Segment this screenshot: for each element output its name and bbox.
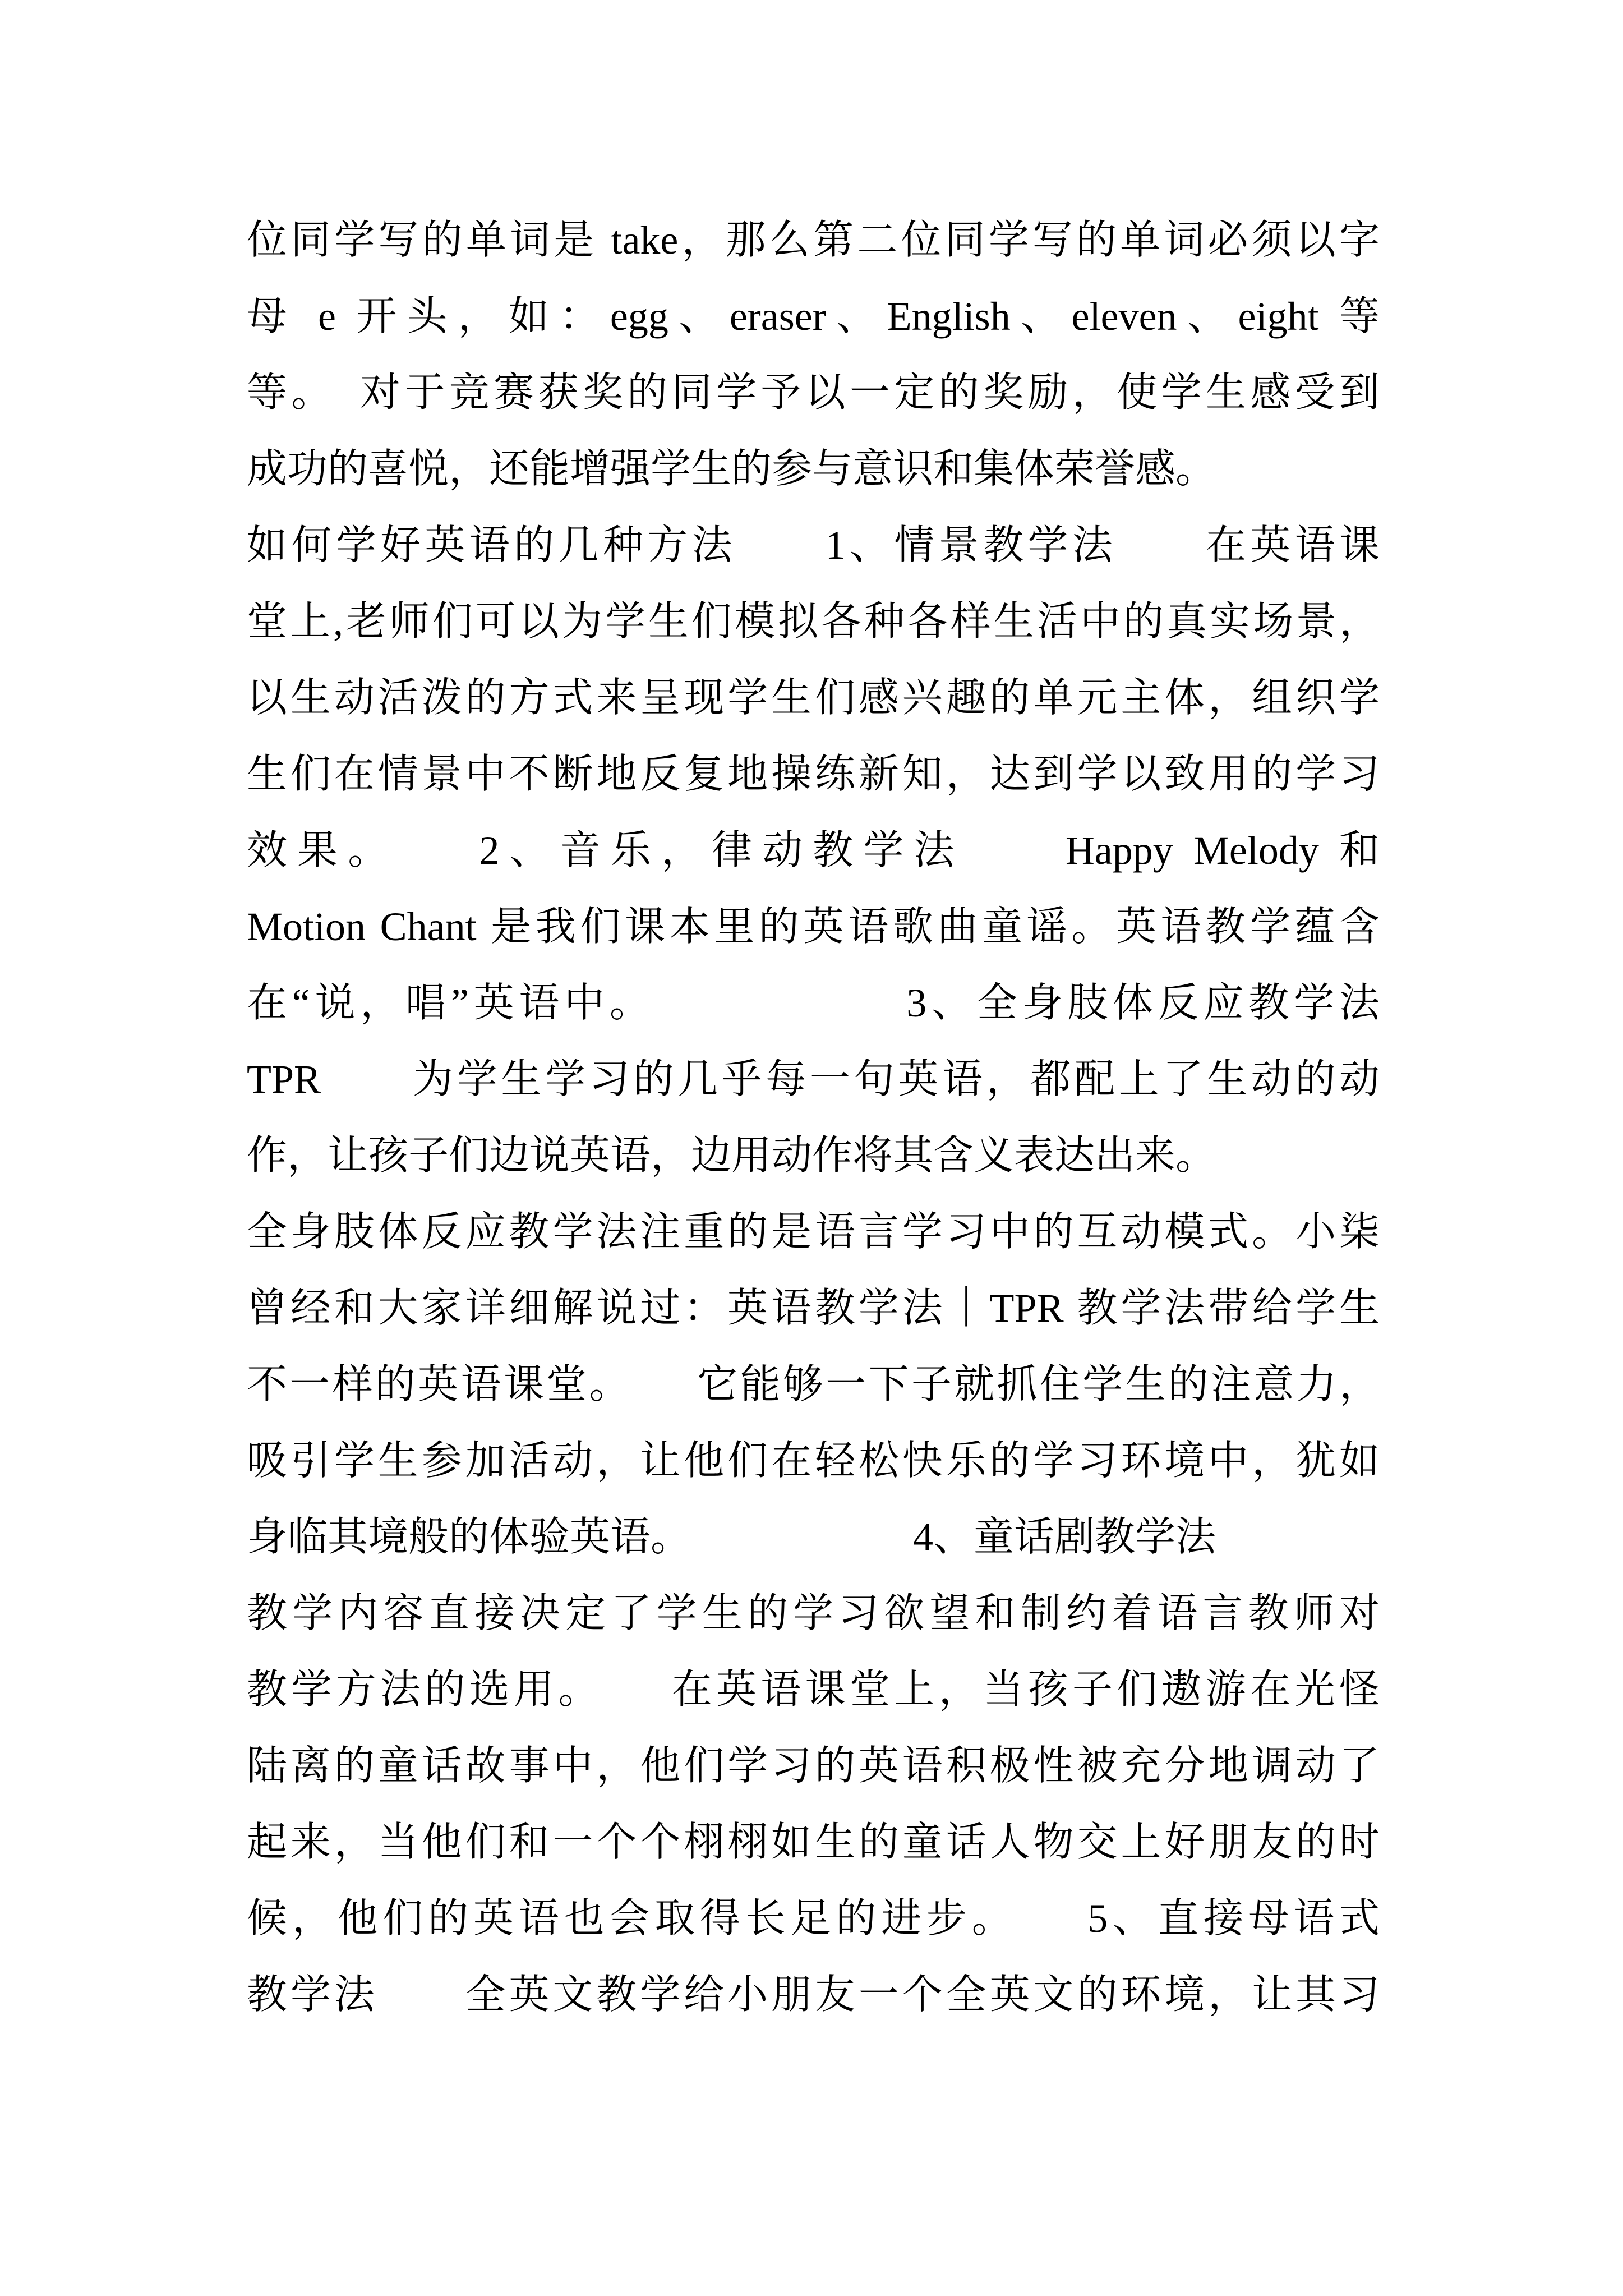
text-line: 起来，当他们和一个个栩栩如生的童话人物交上好朋友的时 xyxy=(247,1820,1380,1865)
text-line: 效果。 2、音乐，律动教学法 Happy Melody 和 xyxy=(247,828,1380,873)
text-line: 以生动活泼的方式来呈现学生们感兴趣的单元主体，组织学 xyxy=(247,675,1380,720)
text-line: 吸引学生参加活动，让他们在轻松快乐的学习环境中，犹如 xyxy=(247,1438,1380,1483)
text-line: 作，让孩子们边说英语，边用动作将其含义表达出来。 xyxy=(247,1133,1216,1178)
text-line: 教学法 全英文教学给小朋友一个全英文的环境，让其习 xyxy=(247,1972,1380,2017)
text-line: Motion Chant 是我们课本里的英语歌曲童谣。英语教学蕴含 xyxy=(247,904,1380,949)
text-line: 生们在情景中不断地反复地操练新知，达到学以致用的学习 xyxy=(247,752,1380,797)
text-line: TPR 为学生学习的几乎每一句英语，都配上了生动的动 xyxy=(247,1057,1380,1102)
text-line: 教学方法的选用。 在英语课堂上，当孩子们遨游在光怪 xyxy=(247,1667,1380,1712)
text-line: 位同学写的单词是 take，那么第二位同学写的单词必须以字 xyxy=(247,218,1380,263)
text-line: 教学内容直接决定了学生的学习欲望和制约着语言教师对 xyxy=(247,1591,1380,1636)
document-text-block xyxy=(247,202,1380,2033)
text-line: 堂上,老师们可以为学生们模拟各种各样生活中的真实场景， xyxy=(247,599,1380,644)
text-line: 成功的喜悦，还能增强学生的参与意识和集体荣誉感。 xyxy=(247,447,1216,491)
text-line: 如何学好英语的几种方法 1、情景教学法 在英语课 xyxy=(247,523,1380,568)
text-line: 母 e 开头，如：egg、eraser、English、eleven、eight 等 xyxy=(247,294,1380,339)
text-line: 曾经和大家详细解说过：英语教学法｜TPR 教学法带给学生 xyxy=(247,1286,1380,1331)
text-line: 候，他们的英语也会取得长足的进步。 5、直接母语式 xyxy=(247,1896,1380,1941)
text-line: 等。 对于竞赛获奖的同学予以一定的奖励，使学生感受到 xyxy=(247,370,1380,415)
text-line: 在“说，唱”英语中。 3、全身肢体反应教学法 xyxy=(247,981,1380,1025)
text-line: 陆离的童话故事中，他们学习的英语积极性被充分地调动了 xyxy=(247,1743,1380,1788)
text-line: 不一样的英语课堂。 它能够一下子就抓住学生的注意力， xyxy=(247,1362,1380,1407)
text-line: 身临其境般的体验英语。 4、童话剧教学法 xyxy=(247,1515,1216,1559)
text-line: 全身肢体反应教学法注重的是语言学习中的互动模式。小柒 xyxy=(247,1209,1380,1254)
